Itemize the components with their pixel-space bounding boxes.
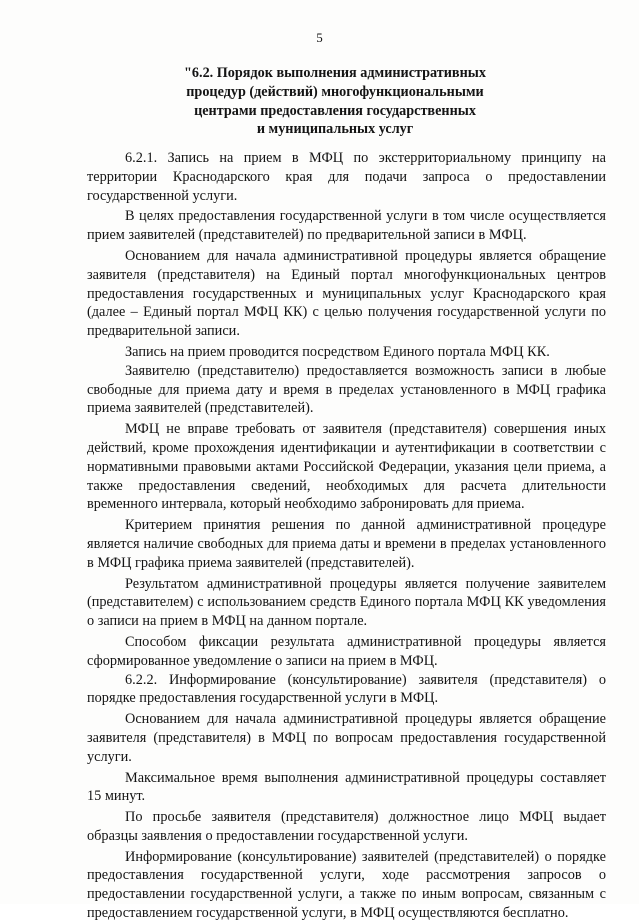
section-heading-line: центрами предоставления государственных [194, 102, 476, 119]
paragraph: Способом фиксации результата административной процедуры является сформированное уведомление о записи на прием в МФЦ. [87, 633, 606, 669]
document-body [87, 149, 606, 923]
paragraph: Основанием для начала административной процедуры является обращение заявителя (представителя) в МФЦ по вопросам предоставления государственной услуги. [87, 711, 606, 765]
section-heading-line: "6.2. Порядок выполнения административных [184, 65, 486, 81]
page-number: 5 [316, 30, 323, 45]
paragraph: По просьбе заявителя (представителя) должностное лицо МФЦ выдает образцы заявления о предоставлении государственной услуги. [87, 809, 606, 844]
section-heading-line: и муниципальных услуг [256, 121, 414, 138]
paragraph: Максимальное время выполнения административной процедуры составляет 15 минут. [87, 769, 606, 805]
paragraph: 6.2.2. Информирование (консультирование) заявителя (представителя) о порядке предоставления государственной услуги в МФЦ. [87, 671, 606, 707]
paragraph: Основанием для начала административной процедуры является обращение заявителя (представителя) на Единый портал многофункциональных центров предоставления государственных и муниципальных услуг Краснодарского края (далее – Единый портал МФЦ КК) с целью получения государственной услуги по предварительной записи. [87, 247, 606, 340]
paragraph: Запись на прием проводится посредством Единого портала МФЦ КК. [125, 343, 550, 360]
section-heading-line: процедур (действий) многофункциональными [186, 83, 484, 100]
section-heading [80, 64, 590, 139]
paragraph: Информирование (консультирование) заявителей (представителей) о порядке предоставления государственной услуги, ходе рассмотрения запросов о предоставлении государственной услуги, а также по иным вопросам, связанным с предоставлением государственной услуги, в МФЦ осуществляются бесплатно. [87, 848, 606, 922]
paragraph: 6.2.1. Запись на прием в МФЦ по экстерриториальному принципу на территории Краснодарского края для подачи запроса о предоставлении государственной услуги. [87, 150, 606, 204]
paragraph: МФЦ не вправе требовать от заявителя (представителя) совершения иных действий, кроме прохождения идентификации и аутентификации в соответствии с нормативными правовыми актами Российской Федерации, указания цели приема, а также предоставления сведений, необходимых для расчета длительности временного интервала, который необходимо забронировать для приема. [87, 421, 606, 513]
paragraph: Результатом административной процедуры является получение заявителем (представителем) с использованием средств Единого портала МФЦ КК уведомления о записи на прием в МФЦ на данном портале. [87, 575, 606, 630]
paragraph: Критерием принятия решения по данной административной процедуре является наличие свободных для приема даты и времени в пределах установленного в МФЦ графика приема заявителей (представителей). [87, 517, 606, 571]
paragraph: В целях предоставления государственной услуги в том числе осуществляется прием заявителей (представителей) по предварительной записи в МФЦ. [87, 208, 606, 244]
paragraph: Заявителю (представителю) предоставляется возможность записи в любые свободные для приема дату и время в пределах установленного в МФЦ графика приема заявителей (представителей). [87, 362, 606, 417]
